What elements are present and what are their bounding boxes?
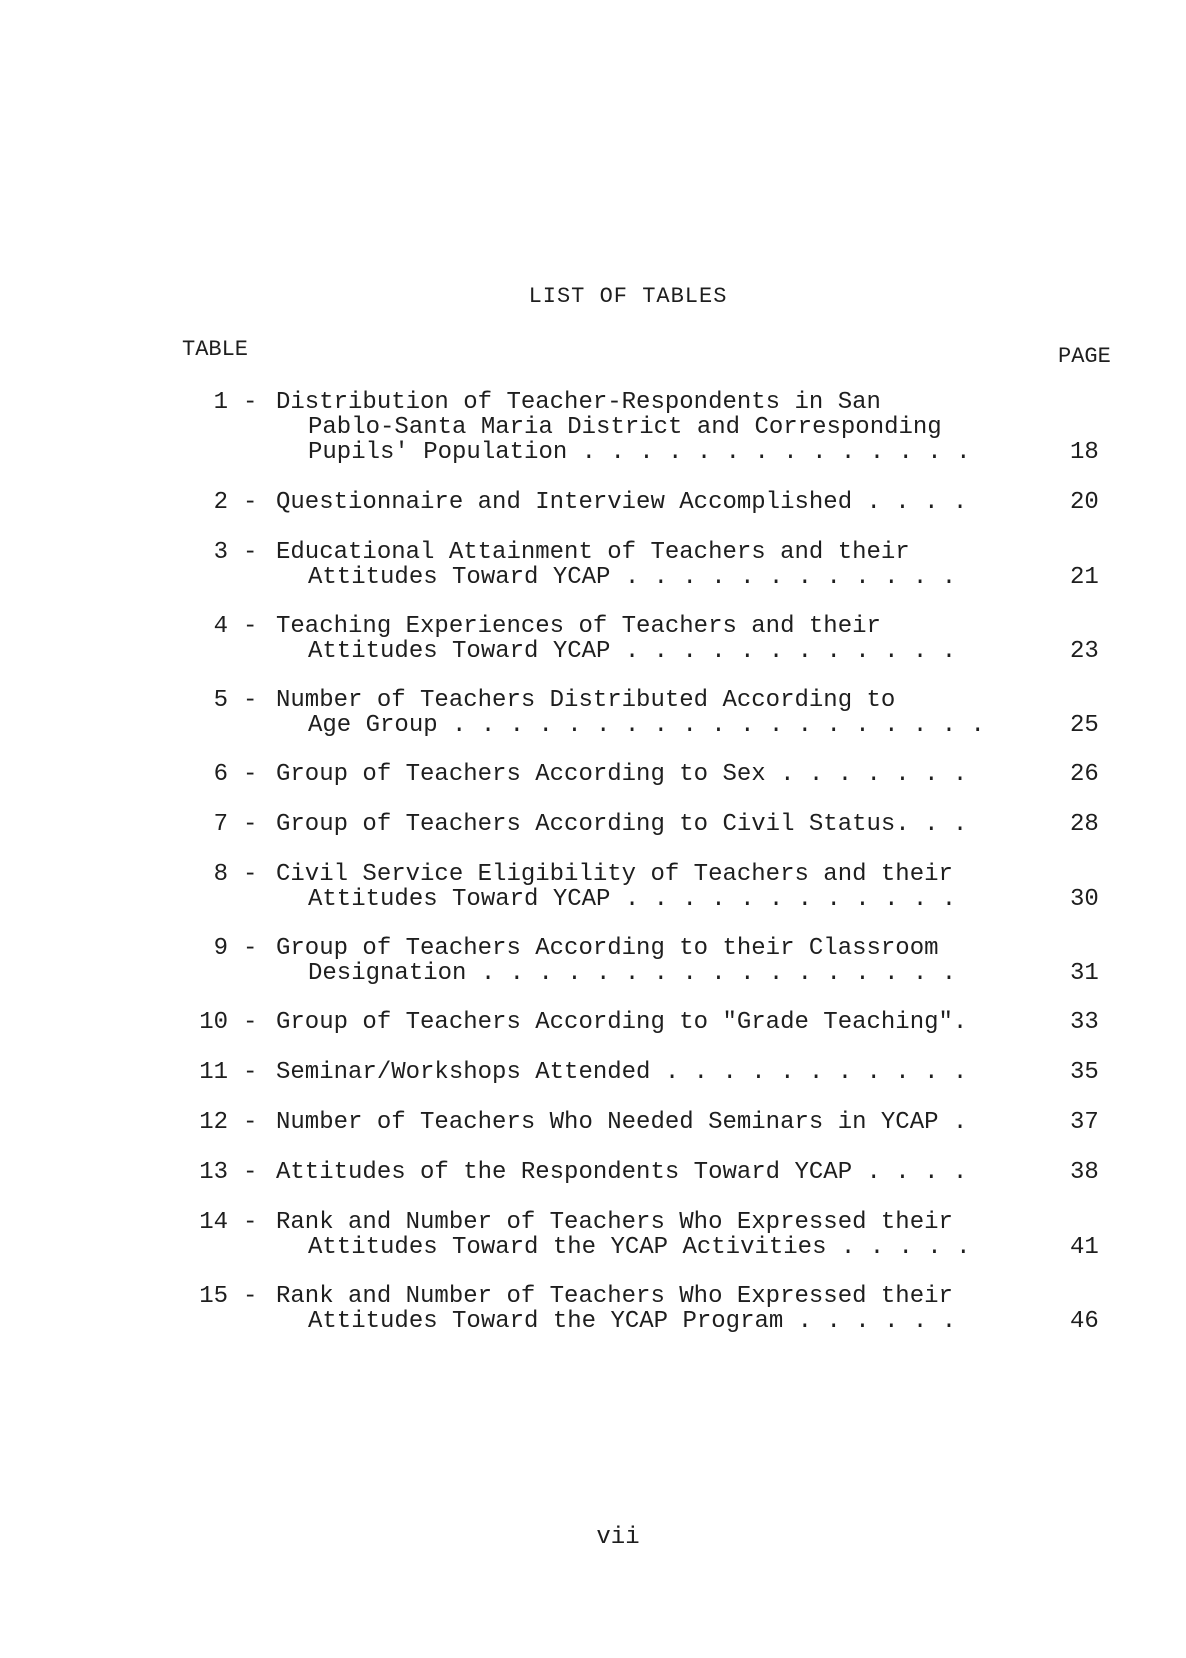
caption-line: Number of Teachers Who Needed Seminars in YCAP . (276, 1110, 968, 1135)
separator-dash: - (243, 687, 258, 714)
table-caption (276, 688, 1046, 738)
table-caption (276, 490, 1046, 515)
table-caption (276, 762, 1046, 787)
table-caption (276, 614, 1046, 664)
caption-line: Attitudes of the Respondents Toward YCAP . . . . (276, 1160, 968, 1185)
table-number: 8 (213, 861, 228, 888)
separator-dash: - (243, 613, 258, 640)
caption-line: Pupils' Population . . . . . . . . . . . . . . (308, 440, 971, 465)
caption-line: Group of Teachers According to their Classroom (276, 936, 939, 961)
caption-line: Rank and Number of Teachers Who Expressed their (276, 1284, 953, 1309)
table-caption (276, 936, 1046, 986)
separator-dash: - (243, 1209, 258, 1236)
caption-line: Questionnaire and Interview Accomplished . . . . (276, 490, 968, 515)
caption-line: Number of Teachers Distributed According to (276, 688, 896, 713)
table-caption (276, 1284, 1046, 1334)
page-reference: 35 (1070, 1059, 1099, 1086)
separator-dash: - (243, 811, 258, 838)
page-reference: 38 (1070, 1159, 1099, 1186)
separator-dash: - (243, 389, 258, 416)
separator-dash: - (243, 489, 258, 516)
caption-line: Seminar/Workshops Attended . . . . . . . . . . . (276, 1060, 968, 1085)
table-number: 6 (213, 761, 228, 788)
page-reference: 26 (1070, 761, 1099, 788)
caption-line: Distribution of Teacher-Respondents in San (276, 390, 881, 415)
page-reference: 20 (1070, 489, 1099, 516)
page-reference: 25 (1070, 712, 1099, 739)
caption-line: Attitudes Toward YCAP . . . . . . . . . . . . (308, 639, 957, 664)
separator-dash: - (243, 1109, 258, 1136)
page-reference: 21 (1070, 564, 1099, 591)
page-column-header: PAGE (1058, 344, 1111, 369)
table-caption (276, 1160, 1046, 1185)
table-number: 2 (213, 489, 228, 516)
table-number: 12 (199, 1109, 228, 1136)
table-caption (276, 812, 1046, 837)
caption-line: Group of Teachers According to "Grade Teaching". (276, 1010, 968, 1035)
table-number: 10 (199, 1009, 228, 1036)
table-number: 9 (213, 935, 228, 962)
separator-dash: - (243, 1059, 258, 1086)
caption-line: Attitudes Toward YCAP . . . . . . . . . . . . (308, 565, 957, 590)
page-reference: 37 (1070, 1109, 1099, 1136)
separator-dash: - (243, 1283, 258, 1310)
page-title: LIST OF TABLES (528, 284, 728, 309)
separator-dash: - (243, 935, 258, 962)
table-number: 3 (213, 539, 228, 566)
separator-dash: - (243, 861, 258, 888)
caption-line: Attitudes Toward the YCAP Program . . . . . . (308, 1309, 957, 1334)
caption-line: Group of Teachers According to Sex . . . . . . . (276, 762, 968, 787)
page-reference: 41 (1070, 1234, 1099, 1261)
caption-line: Group of Teachers According to Civil Status. . . (276, 812, 968, 837)
page-reference: 18 (1070, 439, 1099, 466)
caption-line: Rank and Number of Teachers Who Expressed their (276, 1210, 953, 1235)
table-caption (276, 1210, 1046, 1260)
separator-dash: - (243, 761, 258, 788)
caption-line: Pablo-Santa Maria District and Corresponding (308, 415, 942, 440)
table-number: 5 (213, 687, 228, 714)
table-caption (276, 862, 1046, 912)
page-reference: 30 (1070, 886, 1099, 913)
table-caption (276, 1110, 1046, 1135)
table-number: 14 (199, 1209, 228, 1236)
caption-line: Educational Attainment of Teachers and their (276, 540, 910, 565)
caption-line: Attitudes Toward YCAP . . . . . . . . . . . . (308, 887, 957, 912)
table-column-header: TABLE (182, 337, 249, 362)
caption-line: Age Group . . . . . . . . . . . . . . . . . . . (308, 713, 985, 738)
table-number: 4 (213, 613, 228, 640)
page-reference: 33 (1070, 1009, 1099, 1036)
table-caption (276, 390, 1046, 465)
table-number: 13 (199, 1159, 228, 1186)
separator-dash: - (243, 1159, 258, 1186)
table-number: 1 (213, 389, 228, 416)
caption-line: Civil Service Eligibility of Teachers and their (276, 862, 953, 887)
page-reference: 46 (1070, 1308, 1099, 1335)
page-reference: 23 (1070, 638, 1099, 665)
caption-line: Teaching Experiences of Teachers and their (276, 614, 881, 639)
table-caption (276, 1060, 1046, 1085)
footer-page-number: vii (596, 1524, 640, 1551)
separator-dash: - (243, 1009, 258, 1036)
caption-line: Designation . . . . . . . . . . . . . . . . . (308, 961, 957, 986)
table-number: 11 (199, 1059, 228, 1086)
separator-dash: - (243, 539, 258, 566)
caption-line: Attitudes Toward the YCAP Activities . . . . . (308, 1235, 971, 1260)
page-reference: 31 (1070, 960, 1099, 987)
table-number: 15 (199, 1283, 228, 1310)
table-number: 7 (213, 811, 228, 838)
page-reference: 28 (1070, 811, 1099, 838)
table-caption (276, 540, 1046, 590)
table-caption (276, 1010, 1046, 1035)
